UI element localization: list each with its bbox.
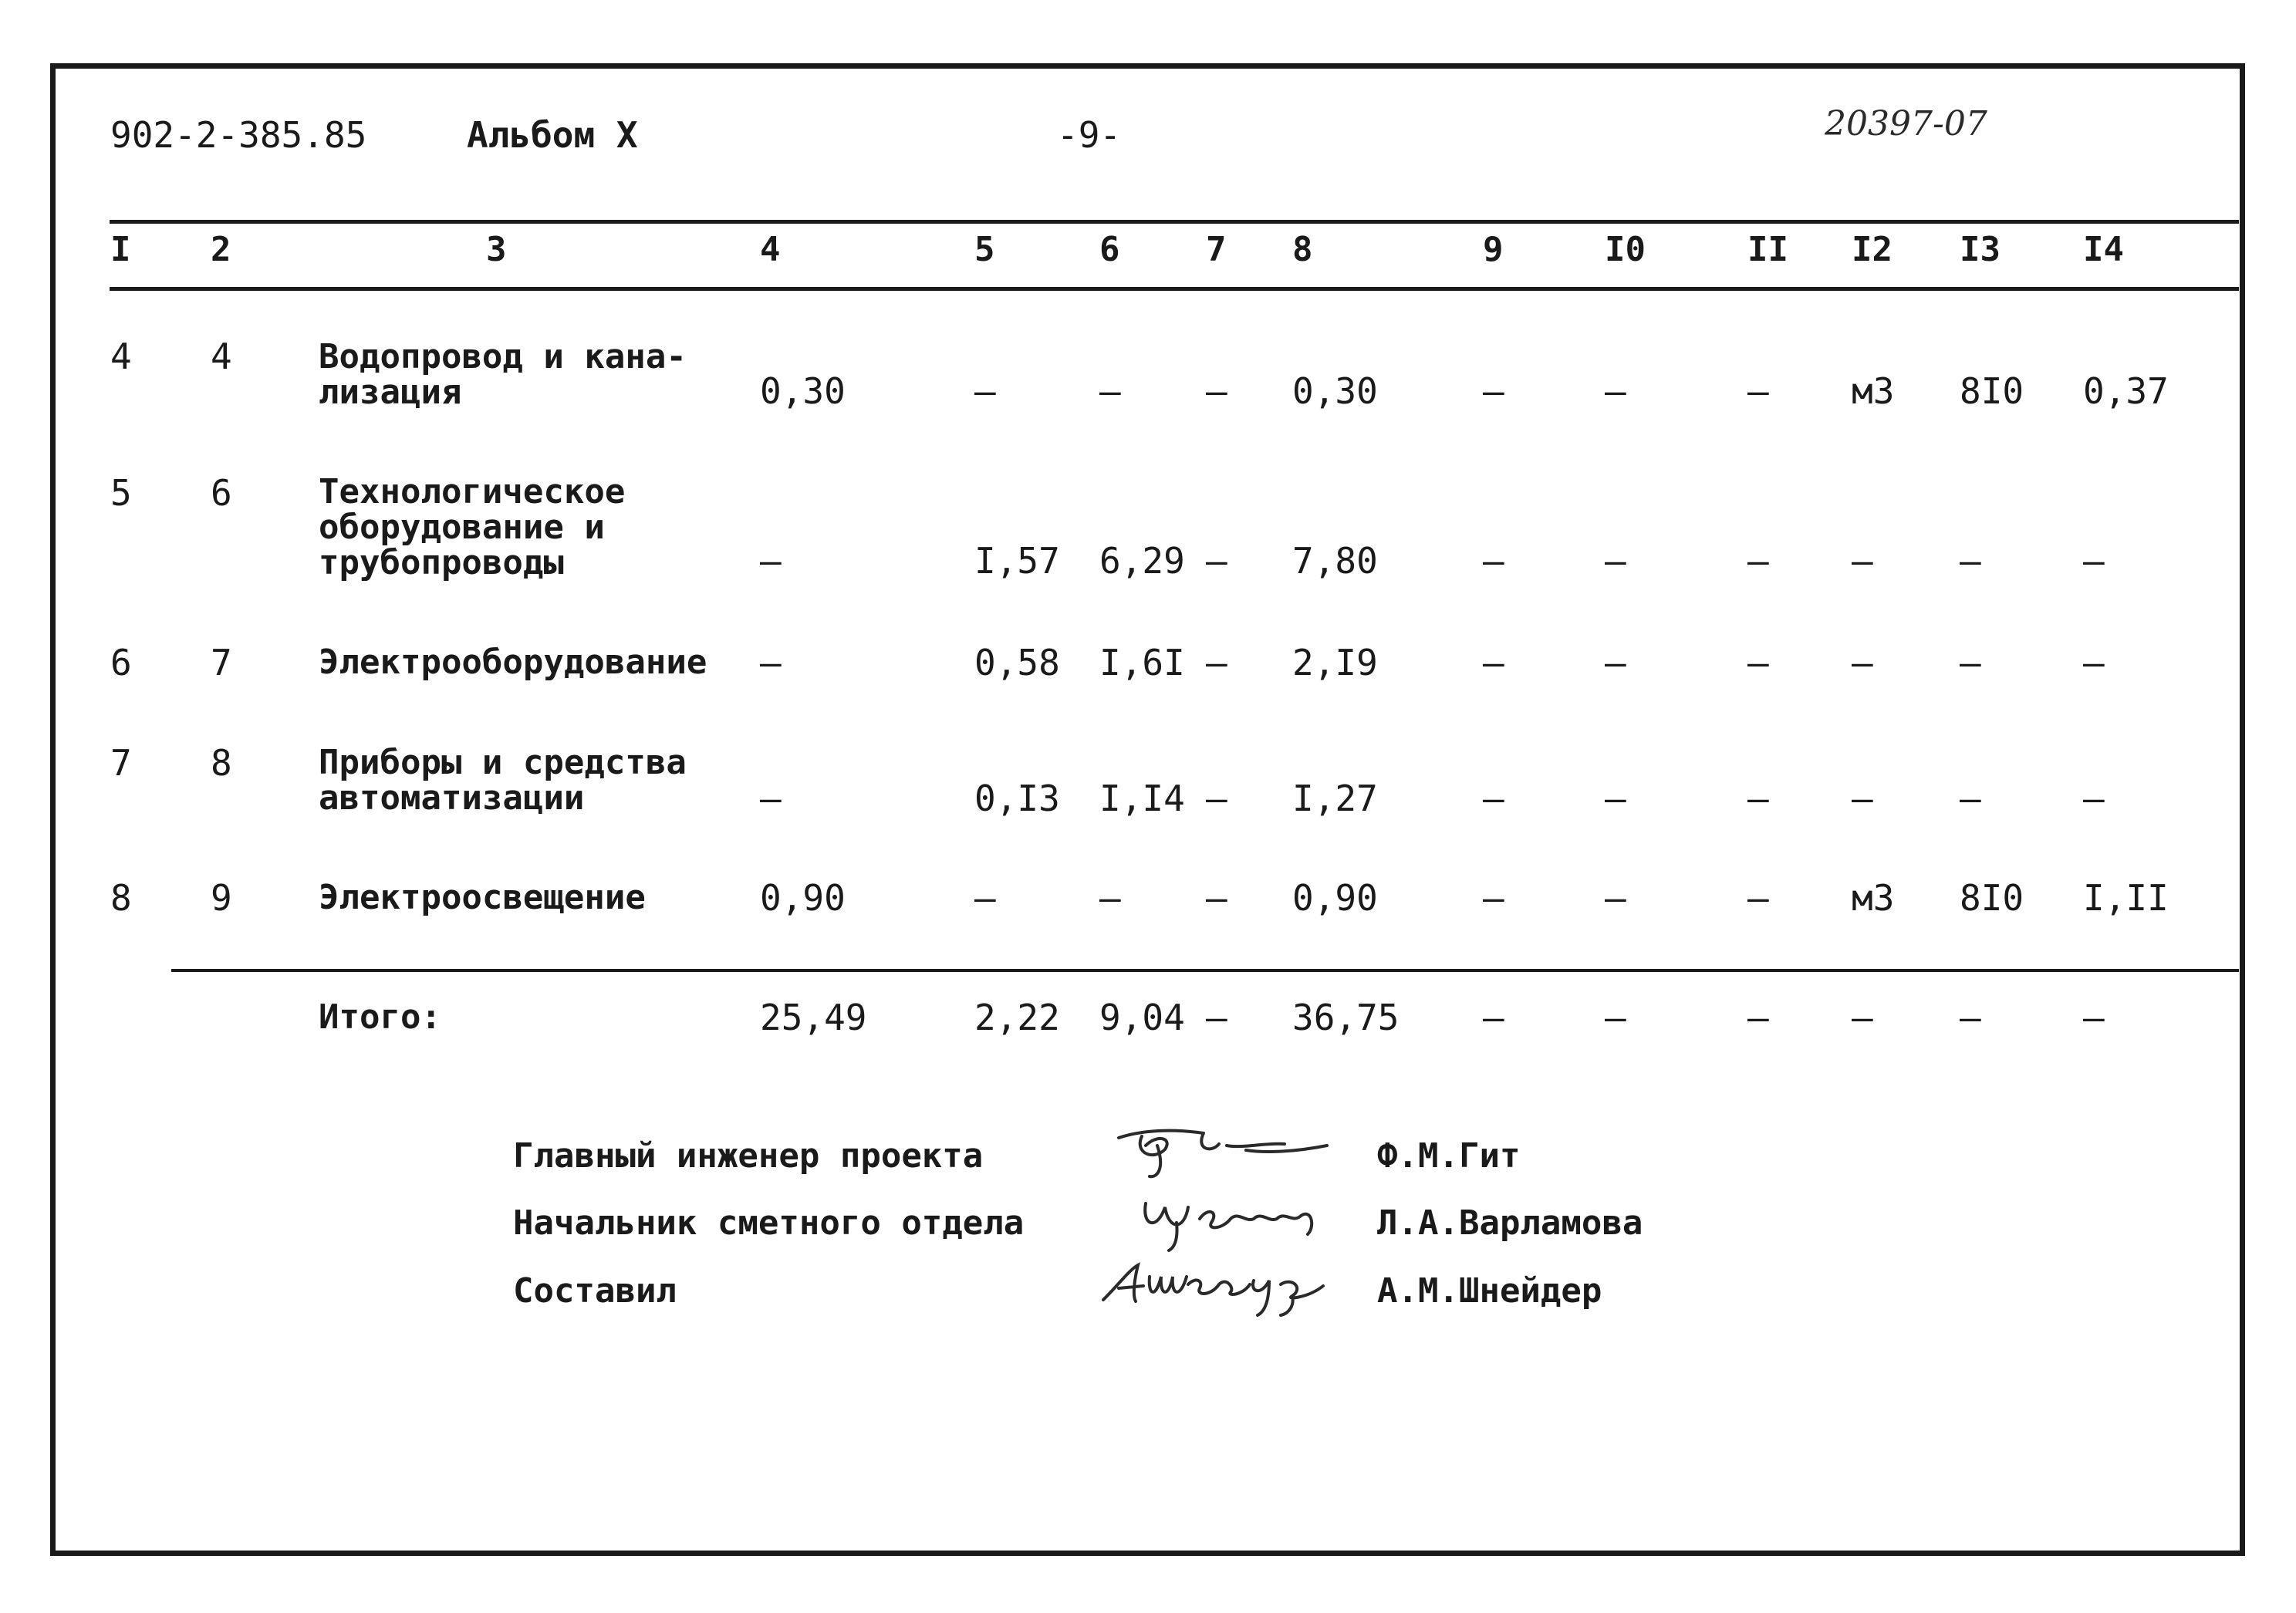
cell-c8: 7,80 <box>1292 540 1378 582</box>
column-header: 3 <box>486 230 507 269</box>
column-header: I0 <box>1605 230 1646 269</box>
total-c9: – <box>1483 997 1504 1038</box>
cell-c12: м3 <box>1852 877 1895 919</box>
cell-c9: – <box>1483 877 1504 919</box>
column-header: II <box>1747 230 1788 269</box>
cell-c10: – <box>1605 642 1626 683</box>
cell-c5: I,57 <box>974 540 1060 582</box>
row-number: 6 <box>110 642 132 683</box>
cell-c11: – <box>1747 642 1769 683</box>
album-label: Альбом X <box>467 114 638 156</box>
cell-c6: 6,29 <box>1099 540 1185 582</box>
cell-c12: м3 <box>1852 370 1895 412</box>
cell-c7: – <box>1206 877 1227 919</box>
cell-c10: – <box>1605 370 1626 412</box>
cell-c12: – <box>1852 642 1873 683</box>
page-number: -9- <box>1057 114 1122 156</box>
cell-c5: 0,58 <box>974 642 1060 683</box>
row-ref: 9 <box>211 877 232 919</box>
signer-name: Л.А.Варламова <box>1377 1203 1643 1243</box>
row-name: Электрооборудование <box>319 643 707 682</box>
signature-title: Начальник сметного отдела <box>513 1203 1025 1243</box>
cell-c12: – <box>1852 540 1873 582</box>
cell-c14: – <box>2083 540 2105 582</box>
row-ref: 7 <box>211 642 232 683</box>
cell-c9: – <box>1483 540 1504 582</box>
column-header: 4 <box>760 230 781 269</box>
row-name: Электроосвещение <box>319 878 646 917</box>
cell-c14: 0,37 <box>2083 370 2169 412</box>
cell-c4: – <box>760 642 782 683</box>
total-c12: – <box>1852 997 1873 1038</box>
cell-c7: – <box>1206 370 1227 412</box>
document-code: 902-2-385.85 <box>110 114 367 156</box>
cell-c9: – <box>1483 778 1504 819</box>
total-c4: 25,49 <box>760 997 867 1038</box>
column-header: I2 <box>1852 230 1893 269</box>
cell-c13: 8I0 <box>1960 370 2024 412</box>
inventory-number: 20397-07 <box>1825 104 1987 143</box>
total-c14: – <box>2083 997 2105 1038</box>
cell-c6: I,I4 <box>1099 778 1185 819</box>
total-label: Итого: <box>319 997 441 1037</box>
cell-c8: 0,90 <box>1292 877 1378 919</box>
column-header: 8 <box>1292 230 1313 269</box>
column-header: I3 <box>1960 230 2001 269</box>
cell-c7: – <box>1206 540 1227 582</box>
cell-c14: – <box>2083 642 2105 683</box>
row-name: Водопровод и кана- лизация <box>319 337 687 412</box>
total-c6: 9,04 <box>1099 997 1185 1038</box>
cell-c11: – <box>1747 370 1769 412</box>
signature-title: Составил <box>513 1271 677 1311</box>
row-number: 4 <box>110 336 132 377</box>
cell-c9: – <box>1483 642 1504 683</box>
cell-c4: 0,30 <box>760 370 846 412</box>
row-name: Технологическое оборудование и трубопроводы <box>319 472 626 582</box>
total-c8: 36,75 <box>1292 997 1400 1038</box>
header-bottom-rule <box>110 287 2239 291</box>
row-ref: 4 <box>211 336 232 377</box>
cell-c13: – <box>1960 642 1981 683</box>
cell-c11: – <box>1747 778 1769 819</box>
cell-c13: – <box>1960 540 1981 582</box>
column-header: 6 <box>1099 230 1120 269</box>
cell-c13: – <box>1960 778 1981 819</box>
row-number: 7 <box>110 742 132 784</box>
cell-c5: 0,I3 <box>974 778 1060 819</box>
cell-c10: – <box>1605 778 1626 819</box>
cell-c13: 8I0 <box>1960 877 2024 919</box>
cell-c8: 2,I9 <box>1292 642 1378 683</box>
cell-c11: – <box>1747 540 1769 582</box>
signer-name: А.М.Шнейдер <box>1377 1271 1602 1311</box>
cell-c14: I,II <box>2083 877 2169 919</box>
column-header: 7 <box>1206 230 1227 269</box>
total-c13: – <box>1960 997 1981 1038</box>
column-header: 5 <box>974 230 995 269</box>
cell-c4: – <box>760 540 782 582</box>
cell-c6: – <box>1099 877 1121 919</box>
column-header: I <box>110 230 131 269</box>
cell-c10: – <box>1605 877 1626 919</box>
signer-name: Ф.М.Гит <box>1377 1136 1521 1176</box>
table-top-rule <box>110 220 2239 224</box>
cell-c12: – <box>1852 778 1873 819</box>
row-number: 5 <box>110 472 132 514</box>
cell-c5: – <box>974 370 996 412</box>
column-header: I4 <box>2083 230 2124 269</box>
signature-title: Главный инженер проекта <box>513 1136 984 1176</box>
cell-c8: 0,30 <box>1292 370 1378 412</box>
cell-c8: I,27 <box>1292 778 1378 819</box>
cell-c6: I,6I <box>1099 642 1185 683</box>
cell-c9: – <box>1483 370 1504 412</box>
cell-c14: – <box>2083 778 2105 819</box>
cell-c7: – <box>1206 642 1227 683</box>
signature-mark-1 <box>1111 1122 1342 1184</box>
row-number: 8 <box>110 877 132 919</box>
cell-c4: 0,90 <box>760 877 846 919</box>
cell-c11: – <box>1747 877 1769 919</box>
row-ref: 8 <box>211 742 232 784</box>
total-rule <box>171 969 2239 972</box>
signature-mark-2 <box>1130 1184 1346 1254</box>
cell-c5: – <box>974 877 996 919</box>
row-ref: 6 <box>211 472 232 514</box>
signature-mark-3 <box>1096 1254 1350 1319</box>
cell-c7: – <box>1206 778 1227 819</box>
column-header: 2 <box>211 230 231 269</box>
cell-c6: – <box>1099 370 1121 412</box>
cell-c10: – <box>1605 540 1626 582</box>
total-c5: 2,22 <box>974 997 1060 1038</box>
cell-c4: – <box>760 778 782 819</box>
column-header: 9 <box>1483 230 1504 269</box>
total-c10: – <box>1605 997 1626 1038</box>
row-name: Приборы и средства автоматизации <box>319 743 687 818</box>
total-c7: – <box>1206 997 1227 1038</box>
total-c11: – <box>1747 997 1769 1038</box>
